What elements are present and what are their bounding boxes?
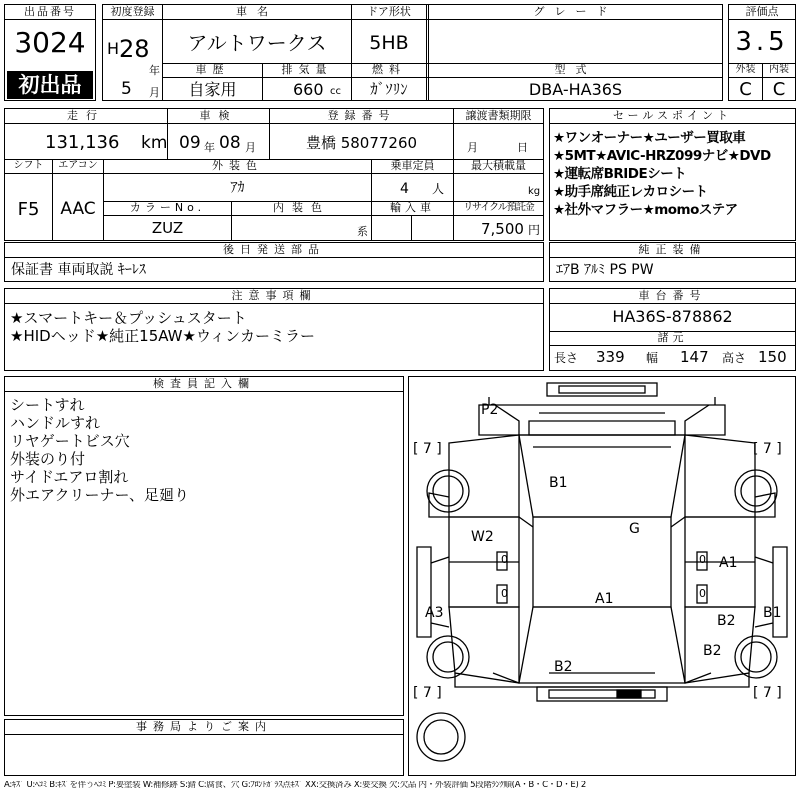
sales-point: ★ワンオーナー★ユーザー買取車 [553, 130, 746, 146]
score-box [728, 4, 796, 101]
displacement-value: 660 [293, 80, 324, 99]
score-label: 評価点 [745, 5, 779, 18]
grade-label: グレード [533, 5, 618, 18]
reg-no-value: 豊橋 58077260 [305, 134, 418, 152]
mileage-value: 131,136 [45, 132, 120, 153]
capacity-value: 4 [400, 181, 409, 197]
mark-zero: 0 [501, 553, 508, 566]
displacement-label: 排気量 [281, 63, 333, 76]
interior-label: 内装 [769, 64, 789, 75]
standard-equipment-label: 純正装備 [638, 243, 707, 256]
sales-point: ★5MT★AVIC-HRZ099ナビ★DVD [553, 148, 771, 164]
color-label: 外装色 [212, 159, 263, 172]
note-line: ★HIDヘッド★純正15AW★ウィンカーミラー [10, 327, 316, 345]
mark-p2: P2 [481, 402, 499, 418]
mark-b2-right: B2 [717, 613, 736, 629]
fuel-label: 燃料 [372, 63, 406, 76]
ac-label: エアコン [58, 160, 98, 171]
office-label: 事務局よりご案内 [136, 720, 272, 733]
score-value: 3.5 [735, 27, 789, 57]
shift-label: シフト [13, 160, 44, 171]
inspector-box [4, 376, 404, 716]
exterior-color: ｱｶ [230, 180, 245, 196]
tire-tr: [ 7 ] [753, 441, 782, 457]
lot-number: 3024 [14, 26, 86, 59]
mark-zero: 0 [699, 587, 706, 600]
mark-zero: 0 [699, 553, 706, 566]
mileage-unit: km [141, 133, 168, 153]
lot-label: 出品番号 [24, 5, 76, 18]
first-reg-year-unit: 年 [149, 64, 160, 77]
history-label: 車歴 [195, 63, 230, 76]
history-value: 自家用 [188, 80, 237, 99]
vehicle-info-box [102, 4, 723, 101]
door-type: 5HB [369, 32, 409, 54]
mark-b2-bottom: B2 [554, 659, 573, 675]
chassis-box [549, 288, 796, 371]
inspector-label: 検査員記入欄 [153, 377, 255, 390]
car-diagram [409, 377, 795, 775]
tire-br: [ 7 ] [753, 685, 782, 701]
tire-bl: [ 7 ] [413, 685, 442, 701]
recycle-fee: 7,500 [481, 220, 524, 238]
model-label: 型式 [554, 63, 597, 76]
mark-a1-center: A1 [595, 591, 614, 607]
load-label: 最大積載量 [471, 159, 526, 172]
mark-a1-right: A1 [719, 555, 738, 571]
displacement-unit: cc [330, 86, 341, 97]
later-parts-label: 後日発送部品 [223, 243, 325, 256]
first-reg-label: 初度登録 [110, 5, 155, 18]
capacity-label: 乗車定員 [390, 159, 435, 172]
car-name: アルトワークス [187, 31, 327, 55]
transfer-label: 譲渡書類期限 [465, 109, 532, 122]
inspector-line: サイドエアロ割れ [10, 468, 129, 486]
exterior-grade: C [739, 79, 752, 100]
length-value: 339 [596, 348, 625, 366]
inspection-year: 09 [179, 133, 201, 153]
mark-zero: 0 [501, 587, 508, 600]
inspection-month-unit: 月 [245, 141, 256, 154]
fuel-value: ｶﾞｿﾘﾝ [370, 80, 408, 98]
mark-b1-right: B1 [763, 605, 782, 621]
width-label: 幅 [646, 351, 659, 365]
height-label: 高さ [722, 351, 747, 365]
inspection-year-unit: 年 [204, 141, 215, 154]
chassis-number: HA36S-878862 [612, 307, 733, 326]
model-value: DBA-HA36S [528, 80, 623, 99]
sales-points-box [549, 108, 796, 241]
car-name-label: 車名 [236, 5, 278, 18]
inspector-line: 外エアクリーナー、足廻り [10, 486, 189, 504]
mileage-label: 走行 [67, 109, 105, 122]
sales-points-label: セールスポイント [612, 109, 732, 122]
shift-value: F5 [17, 199, 40, 220]
standard-equipment-value: ｴｱB ｱﾙﾐ PS PW [556, 262, 654, 278]
mark-b2-right-lower: B2 [703, 643, 722, 659]
interior-color-suffix: 系 [357, 225, 368, 238]
color-no-value: ZUZ [151, 219, 184, 237]
first-reg-year: 28 [119, 35, 150, 63]
inspector-line: ハンドルすれ [10, 414, 101, 432]
details-box [4, 108, 544, 241]
first-reg-era: H [107, 39, 120, 58]
door-label: ドア形状 [367, 5, 411, 18]
mark-w2: W2 [471, 529, 494, 545]
lot-box [4, 4, 96, 101]
legend: A:ｷｽﾞ U:ﾍｺﾐ B:ｷｽﾞを伴うﾍｺﾐ P:要塗装 W:補修跡 S:錆 C:腐食、穴 G:ﾌﾛﾝﾄｶﾞﾗｽ点ｷｽﾞ XX:交換済み X:要交換 欠:欠品 内・外装評価 5段階ﾗﾝｸ順(A・B・C・D・E) 2 [4, 781, 587, 790]
first-listing-badge: 初出品 [7, 71, 93, 99]
mark-g: G [629, 521, 640, 537]
notes-box [4, 288, 544, 371]
exterior-label: 外装 [735, 64, 756, 75]
interior-grade: C [772, 79, 786, 100]
office-box [4, 719, 404, 776]
sales-point: ★運転席BRIDEシート [553, 166, 687, 182]
mark-b1-roof: B1 [549, 475, 568, 491]
later-parts-box [4, 242, 544, 282]
transfer-month-unit: 月 [467, 141, 478, 154]
ac-value: AAC [60, 199, 96, 219]
sales-point: ★社外マフラー★momoステア [553, 202, 738, 218]
damage-diagram-box [408, 376, 796, 776]
inspector-line: シートすれ [10, 396, 85, 414]
notes-label: 注意事項欄 [231, 289, 317, 302]
inspection-label: 車検 [199, 109, 238, 122]
first-reg-month-unit: 月 [149, 86, 160, 99]
note-line: ★スマートキー＆プッシュスタート [10, 309, 247, 327]
inspection-month: 08 [219, 133, 241, 153]
tire-tl: [ 7 ] [413, 441, 442, 457]
load-unit: kg [528, 186, 541, 197]
recycle-label: リサイクル預託金 [463, 202, 534, 213]
inspector-line: リヤゲートビス穴 [10, 432, 130, 450]
sales-point: ★助手席純正レカロシート [553, 184, 708, 200]
capacity-unit: 人 [432, 182, 445, 196]
interior-color-label: 内装色 [273, 201, 330, 214]
chassis-label: 車台番号 [638, 289, 707, 302]
standard-equipment-box [549, 242, 796, 282]
recycle-unit: 円 [528, 223, 541, 237]
inspector-line: 外装のり付 [10, 450, 86, 468]
first-reg-month: 5 [121, 79, 132, 99]
height-value: 150 [758, 348, 787, 366]
later-parts-value: 保証書 車両取説 ｷｰﾚｽ [11, 262, 146, 278]
color-no-label: カラーNo. [129, 201, 206, 214]
transfer-day-unit: 日 [517, 141, 528, 154]
import-label: 輸入車 [390, 201, 435, 214]
mark-a3: A3 [425, 605, 444, 621]
reg-no-label: 登録番号 [327, 109, 396, 122]
specs-label: 諸元 [657, 331, 688, 344]
width-value: 147 [680, 348, 709, 366]
length-label: 長さ [554, 351, 579, 365]
